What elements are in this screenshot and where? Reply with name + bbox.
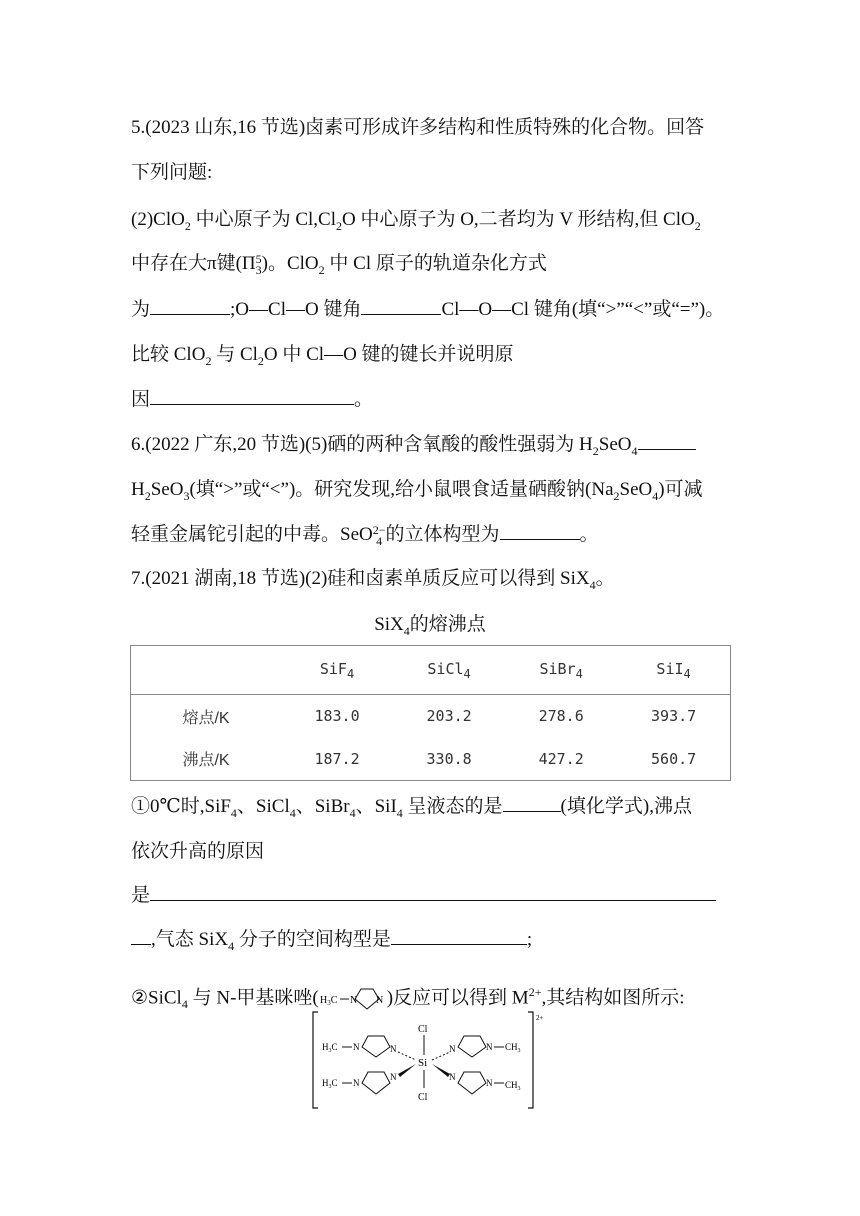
svg-text:H3C: $H_3C$ [319, 994, 338, 1007]
answer-blank-bond-angle[interactable] [361, 296, 441, 315]
svg-text:N: N [449, 1044, 456, 1054]
q6-line-3: 轻重金属铊引起的中毒。SeO2− 4 的立体构型为 。 [131, 522, 599, 548]
table-row [131, 738, 731, 781]
table-cell: 560.7 [651, 749, 697, 768]
svg-text:N: N [390, 1072, 397, 1082]
q5-line-5: 为 ;O—Cl—O 键角 Cl—O—Cl 键角(填“>”“<”或“=”)。 [131, 296, 724, 324]
table-caption: SiX$_4$的熔沸点 [374, 614, 486, 638]
table-row-label: 沸点/K [182, 752, 230, 770]
q7-part1-line-1: ①0℃时,SiF$_4$、SiCl$_4$、SiBr$_4$、SiI$_4$ 呈液态的是 (填化学式),沸点 [131, 793, 692, 827]
table-header-cell: SiF$_4$ [281, 646, 393, 695]
m2plus-structure-diagram [312, 1010, 552, 1112]
table-cell: 393.7 [651, 707, 697, 726]
q7-part2-line: ②SiCl$_4$ 与 N-甲基咪唑( $H_3C$ N N )反应可以得到 $M^{2+}$,其结构如图所示: [131, 978, 685, 1018]
answer-blank-bond-length[interactable] [150, 386, 354, 405]
q6-line-1: 6.(2022 广东,20 节选)(5)硒的两种含氧酸的酸性强弱为 $H_2SeO_4$ [131, 431, 696, 465]
table-row-label: 熔点/K [182, 709, 230, 727]
q6-line-2: $H_2SeO_3$(填“>”或“<”)。研究发现,给小鼠喂食适量硒酸钠$(Na_2SeO_4)$可减 [131, 479, 703, 503]
q7-part1-line-3: 是 [131, 882, 716, 910]
q7-part1-line-2: 依次升高的原因 [131, 841, 265, 862]
charge-label: 2+ [536, 1014, 544, 1022]
answer-blank-hybridization[interactable] [150, 296, 230, 315]
q7-line-1: 7.(2021 湖南,18 节选)(2)硅和卤素单质反应可以得到 SiX$_4$。 [131, 568, 615, 592]
answer-blank-acidity[interactable] [638, 431, 696, 450]
left-bracket [313, 1012, 318, 1108]
table-corner-cell [131, 646, 282, 695]
melting-boiling-table [130, 645, 731, 781]
answer-blank-reason-cont[interactable] [131, 926, 151, 945]
answer-blank-liquid[interactable] [503, 793, 561, 812]
svg-text:N: N [375, 994, 383, 1006]
q5-line-2: 下列问题: [131, 162, 213, 183]
table-cell: 203.2 [426, 707, 472, 726]
table-header-cell: SiI$_4$ [617, 646, 730, 695]
svg-text:N: N [353, 1078, 360, 1088]
svg-text:H3C: $H_3C$ [322, 1078, 338, 1090]
table-row [131, 695, 731, 738]
svg-text:N: N [486, 1042, 493, 1052]
answer-blank-seo4-shape[interactable] [500, 521, 580, 540]
table-header-cell: SiBr$_4$ [505, 646, 617, 695]
cl-atom-bottom: Cl [418, 1092, 428, 1103]
svg-text:N: N [353, 1042, 360, 1052]
svg-text:H3C: $H_3C$ [322, 1042, 338, 1054]
svg-text:N: N [486, 1078, 493, 1088]
table-cell: 187.2 [314, 749, 360, 768]
right-bracket [528, 1012, 533, 1108]
q5-line-4: 中存在大π键(Π5 3)。ClO$_2$ 中 Cl 原子的轨道杂化方式 [131, 251, 547, 277]
answer-blank-geometry[interactable] [391, 926, 527, 945]
svg-text:N: N [390, 1044, 397, 1054]
table-cell: 330.8 [426, 749, 472, 768]
q5-line-7: 因 。 [131, 386, 373, 414]
si-atom: Si [418, 1057, 428, 1069]
svg-text:N: N [349, 994, 357, 1006]
table-cell: 183.0 [314, 707, 360, 726]
table-cell: 427.2 [538, 749, 584, 768]
svg-text:N: N [449, 1072, 456, 1082]
table-cell: 278.6 [538, 707, 584, 726]
svg-text:CH3: $CH_3$ [505, 1042, 521, 1054]
q5-line-3: (2)ClO$_2$ 中心原子为 $Cl,Cl_2O$ 中心原子为 O,二者均为 V 形结构,但 ClO$_2$ [131, 209, 701, 233]
q7-part1-line-4: ,气态 SiX$_4$ 分子的空间构型是 ; [131, 926, 532, 960]
cl-atom-top: Cl [418, 1024, 428, 1035]
q5-line-1: 5.(2023 山东,16 节选)卤素可形成许多结构和性质特殊的化合物。回答 [131, 117, 705, 138]
answer-blank-reason[interactable] [150, 882, 716, 901]
table-header-cell: SiCl$_4$ [393, 646, 505, 695]
q5-line-6: 比较 ClO$_2$ 与 $Cl_2O$ 中 Cl—O 键的键长并说明原 [131, 344, 514, 368]
table-header-row [131, 646, 731, 695]
svg-text:CH3: $CH_3$ [505, 1080, 521, 1092]
